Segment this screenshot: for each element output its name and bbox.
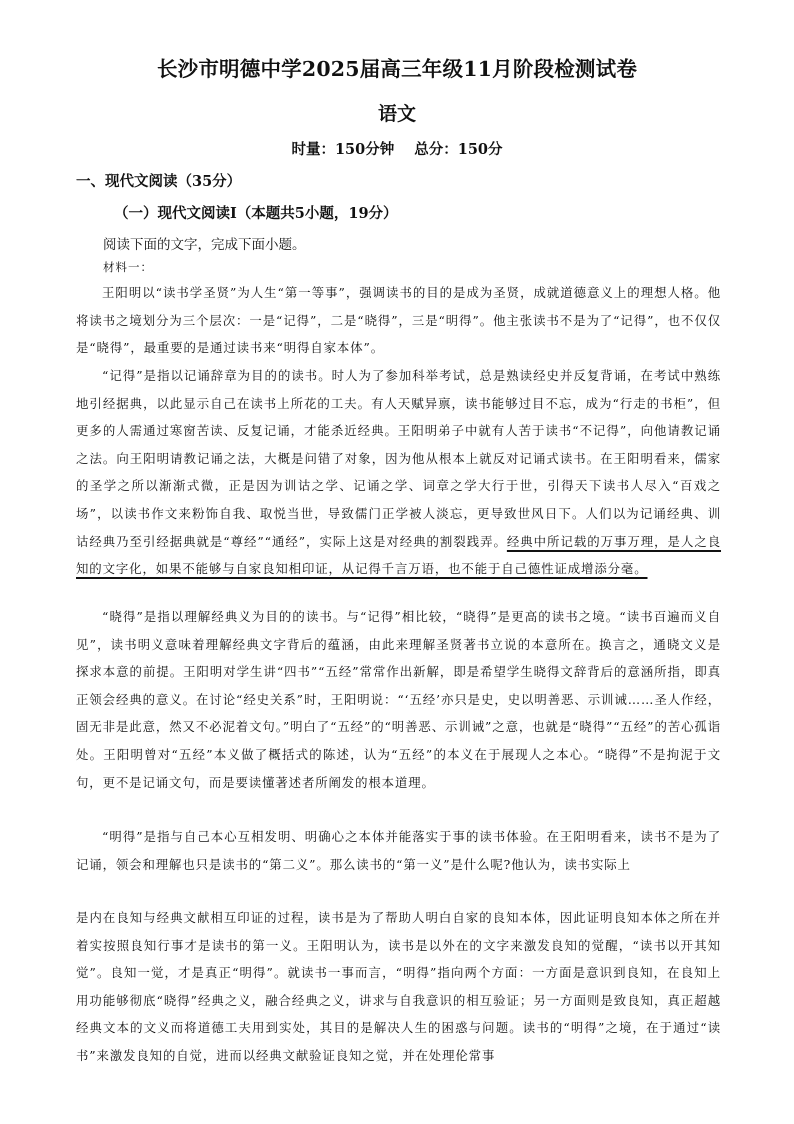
paragraph-3 <box>76 603 721 796</box>
time-label: 时量：150分钟 <box>291 141 395 158</box>
paragraph-text <box>76 362 721 583</box>
material-label: 材料一： <box>103 260 153 274</box>
paragraph-text: 王阳明以“读书学圣贤”为人生“第一等事”，强调读书的目的是成为圣贤，成就道德意义上的理想人格。他将读书之境划分为三个层次：一是“记得”，二是“晓得”，三是“明得”。他主张读书不是为了“记得”，也不仅仅是“晓得”，最重要的是通过读书来“明得自家本体”。 <box>76 285 721 356</box>
score-label: 总分：150分 <box>414 141 503 158</box>
subject-title: 语文 <box>377 103 416 125</box>
exam-title: 长沙市明德中学2025届高三年级11月阶段检测试卷 <box>156 57 638 81</box>
paragraph-text: “晓得”是指以理解经典义为目的的读书。与“记得”相比较，“晓得”是更高的读书之境。“读书百遍而义自见”，读书明义意味着理解经典文字背后的蕴涵，由此来理解圣贤著书立说的本意所在。换言之，通晓文义是探求本意的前提。王阳明对学生讲“四书”“五经”常常作出新解，即是希望学生晓得文辞背后的意涵所指，即真正领会经典的意义。在讨论“经史关系”时，王阳明说：“‘五经’亦只是史，史以明善恶、示训诫……圣人作经，固无非是此意，然又不必泥着文句。”明白了“五经”的“明善恶、示训诫”之意，也就是“晓得”“五经”的苦心孤诣处。王阳明曾对“五经”本义做了概括式的陈述，认为“五经”的本义在于展现人之本心。“晓得”不是拘泥于文句，更不是记诵文句，而是要读懂著述者所阐发的根本道理。 <box>76 609 721 790</box>
exam-meta <box>0 138 794 159</box>
paragraph-main-text: “记得”是指以记诵辞章为目的的读书。时人为了参加科举考试，总是熟读经史并反复背诵，在考试中熟练地引经据典，以此显示自己在读书上所花的工夫。有人天赋异禀，读书能够过目不忘，成为“行走的书柜”，但更多的人需通过寒窗苦读、反复记诵，才能杀近经典。王阳明弟子中就有人苦于读书“不记得”，向他请教记诵之法。向王阳明请教记诵之法，大概是问错了对象，因为他从根本上就反对记诵式读书。在王阳明看来，儒家的圣学之所以渐渐式微，正是因为训诂之学、记诵之学、词章之学大行于世，引得天下读书人尽入“百戏之场”，以读书作文来粉饰自我、取悦当世，导致儒门正学被人淡忘，更导致世风日下。人们以为记诵经典、训诂经典乃至引经据典就是“尊经”“通经”，实际上这是对经典的割裂践弄。 <box>76 368 721 549</box>
paragraph-text: “明得”是指与自己本心互相发明、明确心之本体并能落实于事的读书体验。在王阳明看来，读书不是为了记诵，领会和理解也只是读书的“第二义”。那么读书的“第一义”是什么呢?他认为，读书实际上 <box>76 829 721 872</box>
paragraph-5 <box>76 904 721 1070</box>
paragraph-2 <box>76 362 721 583</box>
reading-instruction: 阅读下面的文字，完成下面小题。 <box>103 237 306 253</box>
paragraph-text: 是内在良知与经典文献相互印证的过程，读书是为了帮助人明白自家的良知本体，因此证明良知本体之所在并着实按照良知行事才是读书的第一义。王阳明认为，读书是以外在的文字来激发良知的觉醒，“读书以开其知觉”。良知一觉，才是真正“明得”。就读书一事而言，“明得”指向两个方面：一方面是意识到良知，在良知上用功能够彻底“晓得”经典之义，融合经典之义，讲求与自我意识的相互验证；另一方面则是致良知，真正超越经典文本的文义而将道德工夫用到实处，其目的是解决人生的困惑与问题。读书的“明得”之境，在于通过“读书”来激发良知的自觉，进而以经典文献验证良知之觉，并在处理伦常事 <box>76 910 721 1063</box>
paragraph-1 <box>76 279 721 362</box>
section-heading: 一、现代文阅读（35分） <box>76 173 242 190</box>
underlined-sentence: 经典中所记载的万事万理，是人之良知的文字化，如果不能够与自家良知相印证，从记得千言万语，也不能于自己德性证成增添分毫。 <box>76 533 722 577</box>
paragraph-4 <box>76 823 721 878</box>
subsection-heading: （一）现代文阅读Ⅰ（本题共5小题，19分） <box>114 205 398 222</box>
